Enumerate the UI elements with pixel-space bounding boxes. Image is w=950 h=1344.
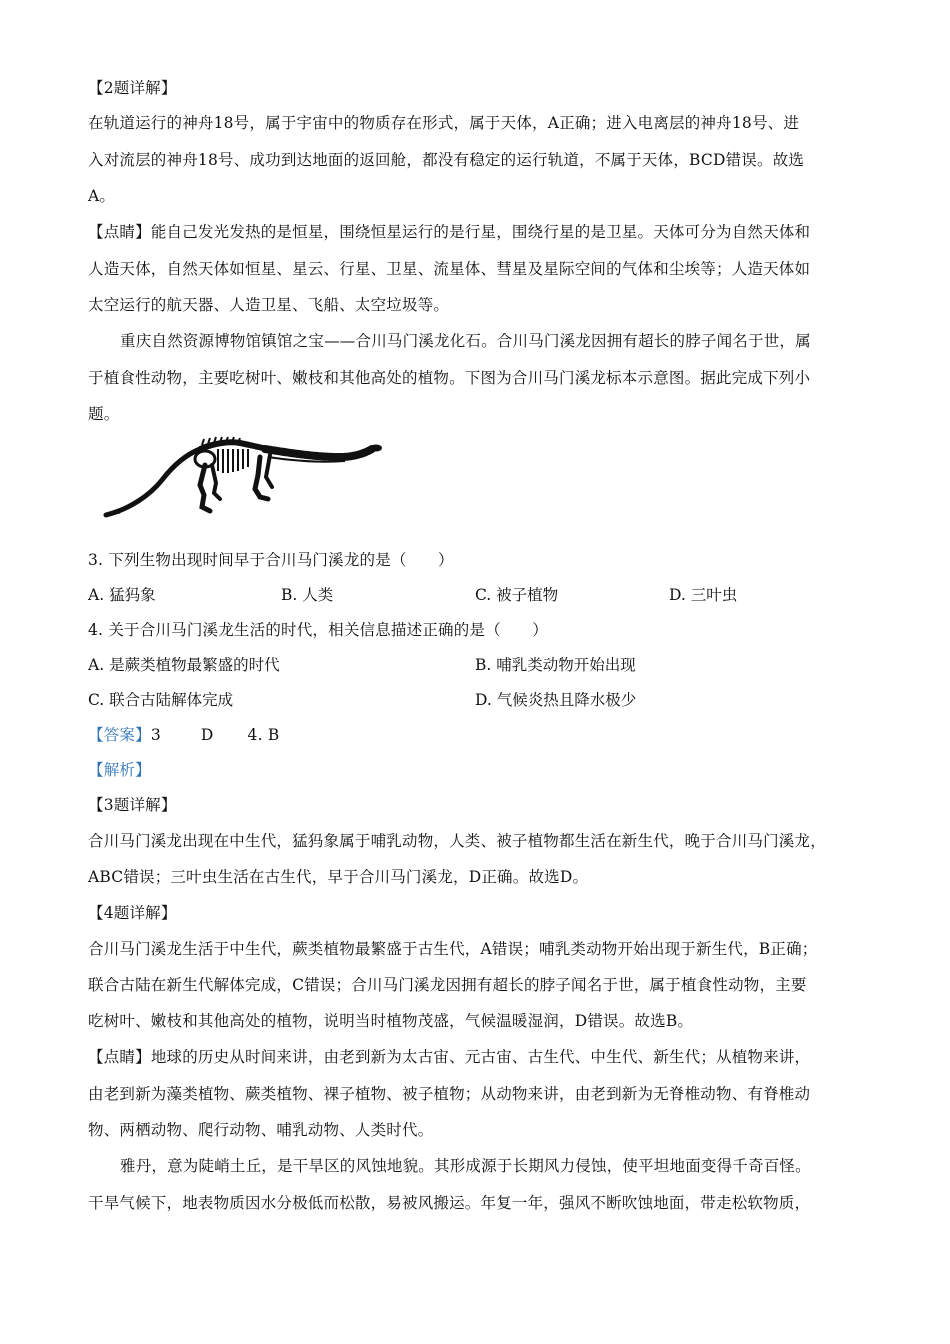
tip2-label: 【点睛】 — [88, 1048, 151, 1066]
q3-detail-line-1: 合川马门溪龙出现在中生代，猛犸象属于哺乳动物，人类、被子植物都生活在新生代，晚于合川马门溪龙， — [88, 832, 826, 850]
option-letter: D. — [669, 586, 686, 604]
question4-stem: 4. 关于合川马门溪龙生活的时代，相关信息描述正确的是（ ） — [88, 621, 548, 639]
option-text: 人类 — [302, 586, 334, 604]
option-letter: C. — [88, 691, 105, 709]
question3-option-c — [475, 585, 558, 605]
option-letter: D. — [475, 691, 492, 709]
q3-detail-heading: 【3题详解】 — [88, 796, 177, 814]
option-text: 三叶虫 — [690, 586, 738, 604]
tip2-line-1: 地球的历史从时间来讲，由老到新为太古宙、元古宙、古生代、中生代、新生代；从植物来讲， — [150, 1048, 811, 1066]
answer-q3-value: D — [200, 726, 214, 744]
answer-label: 【答案】 — [88, 726, 151, 744]
tip1-label: 【点睛】 — [88, 223, 151, 241]
tip1-line-3: 太空运行的航天器、人造卫星、飞船、太空垃圾等。 — [88, 296, 450, 314]
option-text: 联合古陆解体完成 — [109, 691, 234, 709]
option-text: 猛犸象 — [109, 586, 156, 604]
q2-detail-line-3: A。 — [88, 187, 116, 205]
question3-option-d — [669, 585, 737, 605]
q4-detail-line-3: 吃树叶、嫩枝和其他高处的植物，说明当时植物茂盛，气候温暖湿润，D错误。故选B。 — [88, 1012, 694, 1030]
question4-option-a — [88, 655, 280, 675]
question4-option-d — [475, 690, 636, 710]
question4-option-b — [475, 655, 636, 675]
option-text: 是蕨类植物最繁盛的时代 — [109, 656, 280, 674]
dinosaur-skeleton-figure — [100, 435, 390, 523]
answer-q3-number: 3 — [150, 726, 161, 744]
dinosaur-skeleton-icon — [100, 435, 390, 523]
option-letter: A. — [88, 656, 105, 674]
option-text: 哺乳类动物开始出现 — [496, 656, 636, 674]
option-text: 气候炎热且降水极少 — [496, 691, 637, 709]
option-letter: A. — [88, 586, 105, 604]
question3-option-a — [88, 585, 156, 605]
question3-option-b — [281, 585, 333, 605]
passage1-line-1: 重庆自然资源博物馆镇馆之宝——合川马门溪龙化石。合川马门溪龙因拥有超长的脖子闻名于世，属 — [120, 332, 811, 350]
tip1-line-1: 能自己发光发热的是恒星，围绕恒星运行的是行星，围绕行星的是卫星。天体可分为自然天体和 — [150, 223, 811, 241]
answer-q4: 4. B — [247, 726, 280, 744]
option-letter: B. — [281, 586, 298, 604]
answer-line — [88, 725, 279, 745]
tip2-paragraph — [88, 1047, 810, 1067]
passage2-line-1: 雅丹，意为陡峭土丘，是干旱区的风蚀地貌。其形成源于长期风力侵蚀，使平坦地面变得千奇百怪。 — [120, 1157, 811, 1175]
tip1-paragraph — [88, 222, 810, 242]
tip2-line-2: 由老到新为藻类植物、蕨类植物、裸子植物、被子植物；从动物来讲，由老到新为无脊椎动物、有脊椎动 — [88, 1085, 811, 1103]
q2-detail-line-1: 在轨道运行的神舟18号，属于宇宙中的物质存在形式，属于天体，A正确；进入电离层的神舟18号、进 — [88, 114, 800, 132]
q4-detail-line-1: 合川马门溪龙生活于中生代，蕨类植物最繁盛于古生代，A错误；哺乳类动物开始出现于新生代，B正确； — [88, 940, 818, 958]
analysis-label: 【解析】 — [88, 761, 151, 779]
question4-option-c — [88, 690, 233, 710]
q3-detail-line-2: ABC错误；三叶虫生活在古生代，早于合川马门溪龙，D正确。故选D。 — [88, 868, 589, 886]
q4-detail-heading: 【4题详解】 — [88, 904, 177, 922]
question3-stem: 3. 下列生物出现时间早于合川马门溪龙的是（ ） — [88, 551, 454, 569]
option-letter: B. — [475, 656, 492, 674]
tip2-line-3: 物、两栖动物、爬行动物、哺乳动物、人类时代。 — [88, 1121, 434, 1139]
option-letter: C. — [475, 586, 492, 604]
q2-detail-line-2: 入对流层的神舟18号、成功到达地面的返回舱，都没有稳定的运行轨道，不属于天体，BCD错误。故选 — [88, 151, 805, 169]
q2-detail-heading: 【2题详解】 — [88, 79, 177, 97]
tip1-line-2: 人造天体，自然天体如恒星、星云、行星、卫星、流星体、彗星及星际空间的气体和尘埃等；人造天体如 — [88, 260, 811, 278]
passage2-line-2: 干旱气候下，地表物质因水分极低而松散，易被风搬运。年复一年，强风不断吹蚀地面，带走松软物质， — [88, 1194, 811, 1212]
q4-detail-line-2: 联合古陆在新生代解体完成，C错误；合川马门溪龙因拥有超长的脖子闻名于世，属于植食性动物，主要 — [88, 976, 807, 994]
passage1-line-2: 于植食性动物，主要吃树叶、嫩枝和其他高处的植物。下图为合川马门溪龙标本示意图。据此完成下列小 — [88, 369, 811, 387]
option-text: 被子植物 — [496, 586, 559, 604]
passage1-line-3: 题。 — [88, 405, 120, 423]
